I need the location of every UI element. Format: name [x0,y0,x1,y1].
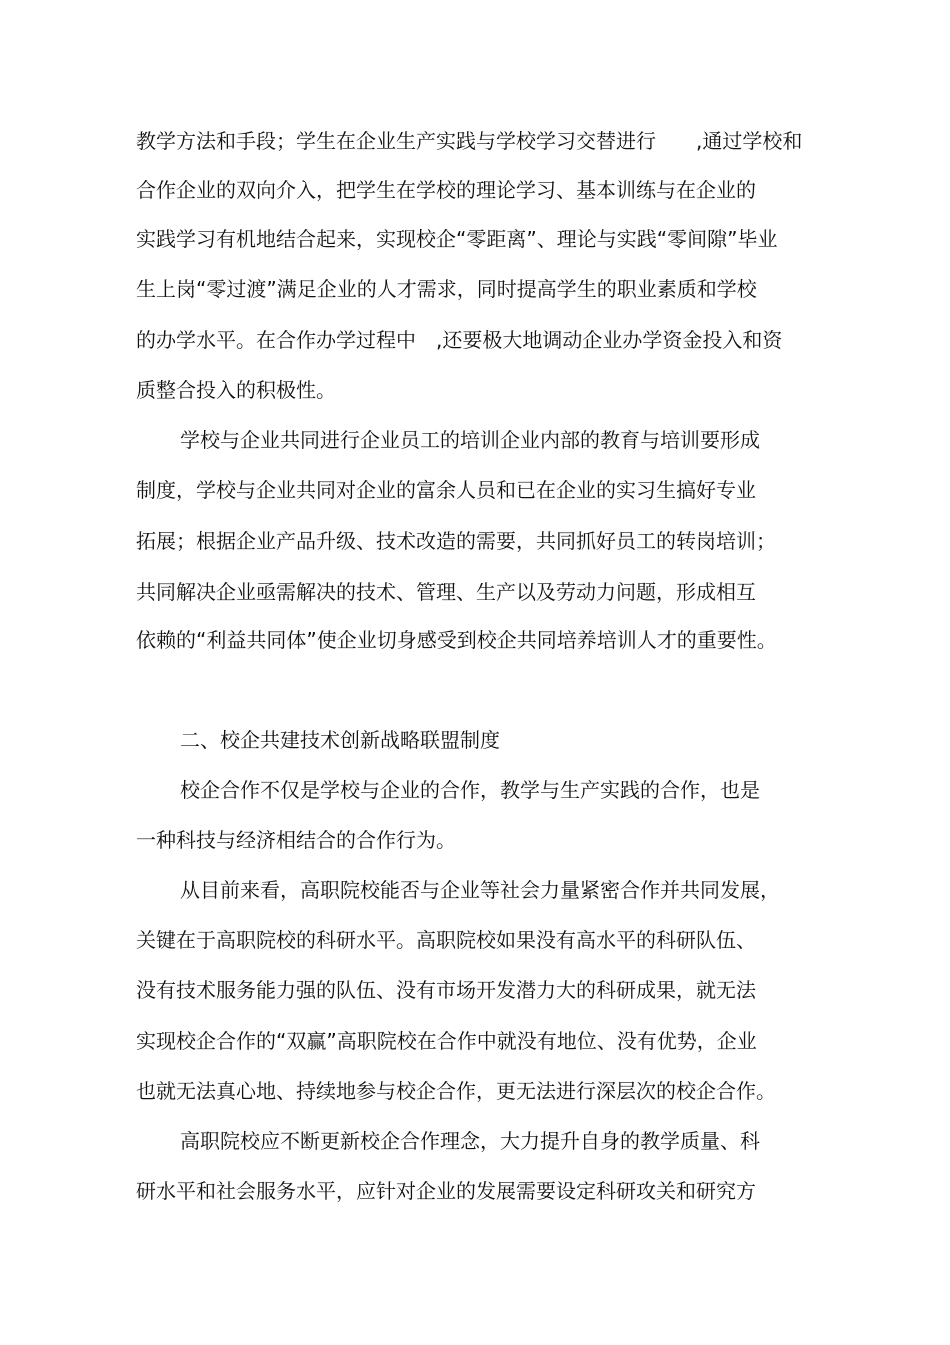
paragraph-line: 一种科技与经济相结合的合作行为。 [136,828,456,852]
paragraph-line: 制度，学校与企业共同对企业的富余人员和已在企业的实习生搞好专业 [136,478,756,502]
paragraph-line: 教学方法和手段；学生在企业生产实践与学校学习交替进行 ,通过学校和 [136,129,803,153]
paragraph-line: 的办学水平。在合作办学过程中 ,还要极大地调动企业办学资金投入和资 [136,328,783,352]
paragraph-line: 拓展；根据企业产品升级、技术改造的需要，共同抓好员工的转岗培训； [136,529,776,553]
paragraph-line: 共同解决企业亟需解决的技术、管理、生产以及劳动力问题，形成相互 [136,580,756,604]
paragraph-line: 合作企业的双向介入，把学生在学校的理论学习、基本训练与在企业的 [136,178,756,202]
paragraph-line: 关键在于高职院校的科研水平。高职院校如果没有高水平的科研队伍、 [136,928,756,952]
paragraph-line: 从目前来看，高职院校能否与企业等社会力量紧密合作并共同发展， [180,878,780,902]
paragraph-line: 依赖的“利益共同体”使企业切身感受到校企共同培养培训人才的重要性。 [136,628,777,652]
paragraph-line: 也就无法真心地、持续地参与校企合作，更无法进行深层次的校企合作。 [136,1079,776,1103]
paragraph-line: 没有技术服务能力强的队伍、没有市场开发潜力大的科研成果，就无法 [136,978,756,1002]
paragraph-line: 研水平和社会服务水平，应针对企业的发展需要设定科研攻关和研究方 [136,1179,756,1203]
paragraph-line: 生上岗“零过渡”满足企业的人才需求，同时提高学生的职业素质和学校 [136,277,757,301]
section-heading: 二、校企共建技术创新战略联盟制度 [180,728,500,752]
paragraph-line: 校企合作不仅是学校与企业的合作，教学与生产实践的合作，也是 [180,778,760,802]
paragraph-line: 高职院校应不断更新校企合作理念，大力提升自身的教学质量、科 [180,1129,760,1153]
paragraph-line: 实现校企合作的“双赢”高职院校在合作中就没有地位、没有优势，企业 [136,1029,757,1053]
paragraph-line: 质整合投入的积极性。 [136,378,336,402]
paragraph-line: 实践学习有机地结合起来，实现校企“零距离”、理论与实践“零间隙”毕业 [136,227,778,251]
paragraph-line: 学校与企业共同进行企业员工的培训企业内部的教育与培训要形成 [180,428,760,452]
